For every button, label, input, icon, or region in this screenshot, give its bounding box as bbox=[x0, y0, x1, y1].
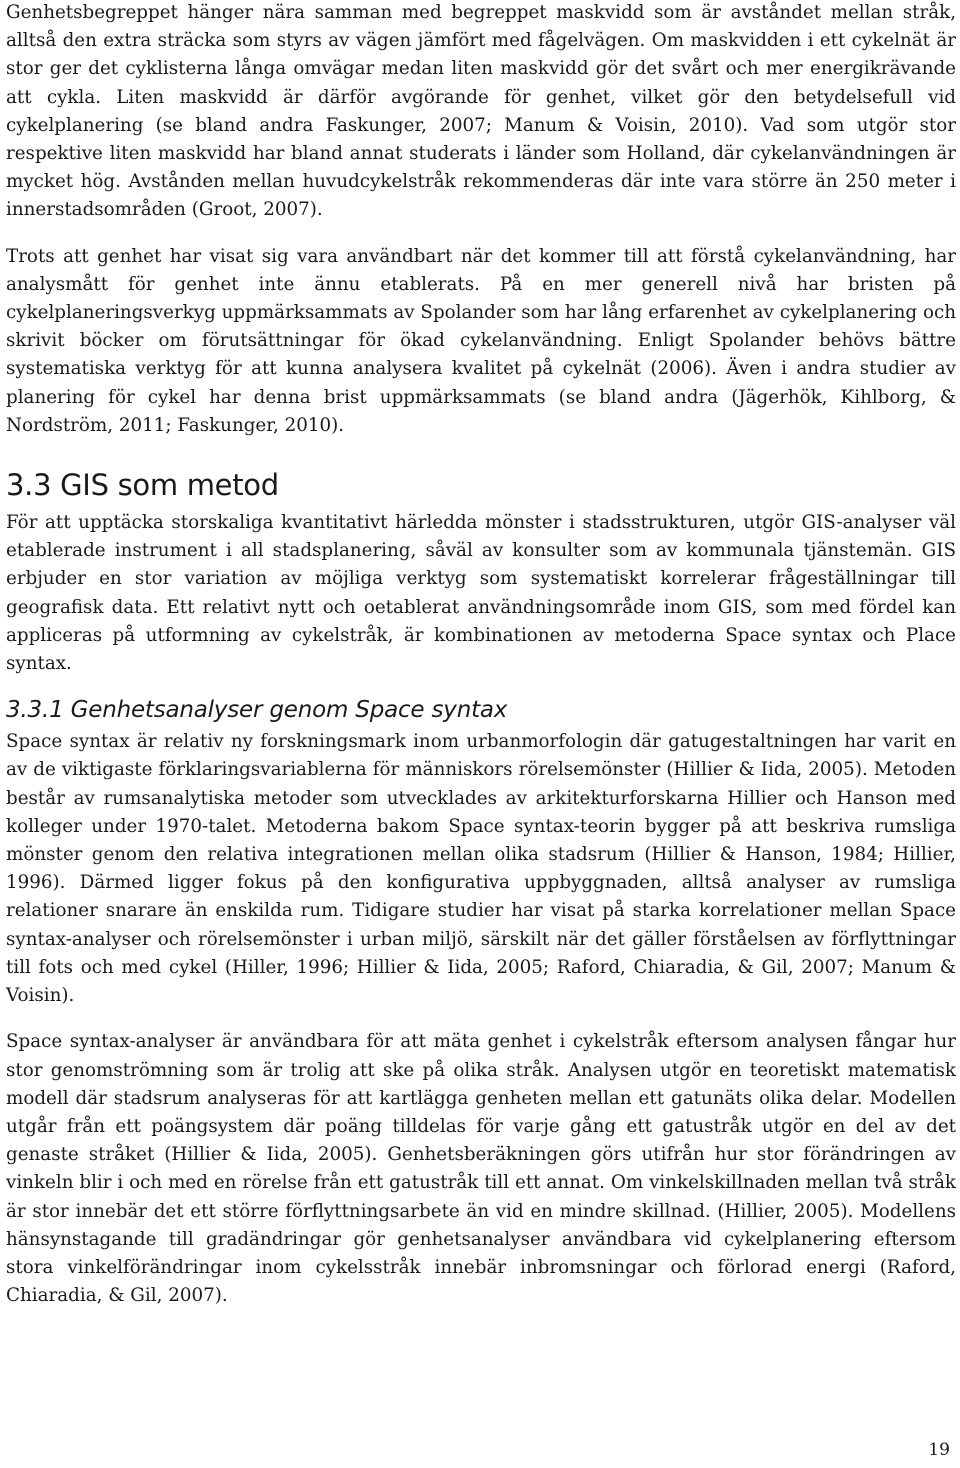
subsection-heading: 3.3.1 Genhetsanalyser genom Space syntax bbox=[6, 697, 508, 724]
document-page bbox=[6, 0, 956, 1310]
body-paragraph: För att upptäcka storskaliga kvantitativt härledda mönster i stadsstrukturen, utgör GIS-analyser väl etablerade instrument i all stadsplanering, såväl av konsulter som av kommunala tjänstemän. GIS erbjuder en stor variation av möjliga verktyg som systematiskt korrelerar frågeställningar till geografisk data. Ett relativt nytt och oetablerat användningsområde inom GIS, som med fördel kan appliceras på utformning av cykelstråk, är kombinationen av metoderna Space syntax och Place syntax. bbox=[6, 512, 956, 675]
body-paragraph: Trots att genhet har visat sig vara användbart när det kommer till att förstå cykelanvändning, har analysmått för genhet inte ännu etablerats. På en mer generell nivå har bristen på cykelplaneringsverkyg uppmärksammats av Spolander som har lång erfarenhet av cykelplanering och skrivit böcker om förutsättningar för ökad cykelanvändning. Enligt Spolander behövs bättre systematiska verktyg för att kunna analysera kvalitet på cykelnät (2006). Även i andra studier av planering för cykel har denna brist uppmärksammats (se bland andra (Jägerhök, Kihlborg, & Nordström, 2011; Faskunger, 2010). bbox=[6, 245, 956, 436]
body-paragraph: Genhetsbegreppet hänger nära samman med begreppet maskvidd som är avståndet mellan stråk, alltså den extra sträcka som styrs av vägen jämfört med fågelvägen. Om maskvidden i ett cykelnät är stor ger det cyklisterna långa omvägar medan liten maskvidd gör det svårt och mer energikrävande att cykla. Liten maskvidd är därför avgörande för genhet, vilket gör den betydelsefull vid cykelplanering (se bland andra Faskunger, 2007; Manum & Voisin, 2010). Vad som utgör stor respektive liten maskvidd har bland annat studerats i länder som Holland, där cykelanvändningen är mycket hög. Avstånden mellan huvudcykelstråk rekommenderas där inte vara större än 250 meter i innerstadsområden (Groot, 2007). bbox=[6, 2, 956, 221]
body-paragraph: Space syntax är relativ ny forskningsmark inom urbanmorfologin där gatugestaltningen har varit en av de viktigaste förklaringsvariablerna för människors rörelsemönster (Hillier & Iida, 2005). Metoden består av rumsanalytiska metoder som utvecklades av arkitekturforskarna Hillier och Hanson med kolleger under 1970-talet. Metoderna bakom Space syntax-teorin bygger på att beskriva rumsliga mönster genom den relativa integrationen mellan olika stadsrum (Hillier & Hanson, 1984; Hillier, 1996). Därmed ligger fokus på den konfigurativa uppbyggnaden, alltså analyser av rumsliga relationer snarare än enskilda rum. Tidigare studier har visat på starka korrelationer mellan Space syntax-analyser och rörelsemönster i urban miljö, särskilt när det gäller förståelsen av förflyttningar till fots och med cykel (Hiller, 1996; Hillier & Iida, 2005; Raford, Chiaradia, & Gil, 2007; Manum & Voisin). bbox=[6, 731, 956, 1007]
section-heading: 3.3 GIS som metod bbox=[6, 468, 279, 503]
body-paragraph: Space syntax-analyser är användbara för att mäta genhet i cykelstråk eftersom analysen fångar hur stor genomströmning som är trolig att ske på olika stråk. Analysen utgör en teoretiskt matematisk modell där stadsrum analyseras för att kartlägga genheten mellan ett gatunäts olika delar. Modellen utgår från ett poängsystem där poäng tilldelas för varje gång ett gatustråk utgör en del av det genaste stråket (Hillier & Iida, 2005). Genhetsberäkningen görs utifrån hur stor förändringen av vinkeln blir i och med en rörelse från ett gatustråk till ett annat. Om vinkelskillnaden mellan två stråk är stor innebär det ett större förflyttningsarbete än vid en mindre skillnad. (Hillier, 2005). Modellens hänsynstagande till gradändringar gör genhetsanalyser användbara vid cykelplanering eftersom stora vinkelförändringar inom cykelsstråk innebär inbromsningar och förlorad energi (Raford, Chiaradia, & Gil, 2007). bbox=[6, 1031, 956, 1307]
page-number: 19 bbox=[928, 1440, 950, 1460]
